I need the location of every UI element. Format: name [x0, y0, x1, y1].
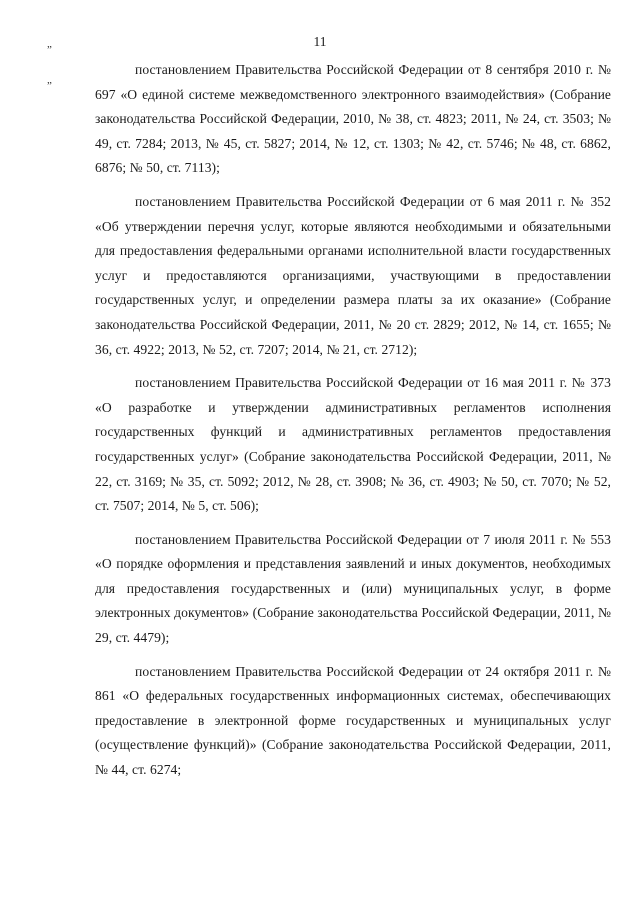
paragraph: постановлением Правительства Российской Федерации от 6 мая 2011 г. № 352 «Об утверждении перечня услуг, которые являются необходимыми и обязательными для предоставления федеральными органами исполнительной власти государственных услуг и предоставляются организациями, участвующими в предоставлении государственных услуг, и определении размера платы за их оказание» (Собрание законодательства Российской Федерации, 2011, № 20 ст. 2829; 2012, № 14, ст. 1655; № 36, ст. 4922; 2013, № 52, ст. 7207; 2014, № 21, ст. 2712); — [95, 193, 611, 357]
page-number: 11 — [313, 34, 327, 49]
scan-mark: „ — [47, 74, 52, 86]
document-body — [95, 58, 611, 792]
paragraph: постановлением Правительства Российской Федерации от 24 октября 2011 г. № 861 «О федеральных государственных информационных системах, обеспечивающих предоставление в электронной форме государственных и муниципальных услуг (осуществление функций)» (Собрание законодательства Российской Федерации, 2011, № 44, ст. 6274; — [95, 663, 611, 778]
scan-mark: „ — [47, 38, 52, 50]
paragraph: постановлением Правительства Российской Федерации от 8 сентября 2010 г. № 697 «О единой системе межведомственного электронного взаимодействия» (Собрание законодательства Российской Федерации, 2010, № 38, ст. 4823; 2011, № 24, ст. 3503; № 49, ст. 7284; 2013, № 45, ст. 5827; 2014, № 12, ст. 1303; № 42, ст. 5746; № 48, ст. 6862, 6876; № 50, ст. 7113); — [95, 62, 611, 176]
paragraph: постановлением Правительства Российской Федерации от 16 мая 2011 г. № 373 «О разработке и утверждении административных регламентов исполнения государственных функций и административных регламентов предоставления государственных услуг» (Собрание законодательства Российской Федерации, 2011, № 22, ст. 3169; № 35, ст. 5092; 2012, № 28, ст. 3908; № 36, ст. 4903; № 50, ст. 7070; № 52, ст. 7507; 2014, № 5, ст. 506); — [95, 375, 611, 514]
paragraph: постановлением Правительства Российской Федерации от 7 июля 2011 г. № 553 «О порядке оформления и представления заявлений и иных документов, необходимых для предоставления государственных и (или) муниципальных услуг, в форме электронных документов» (Собрание законодательства Российской Федерации, 2011, № 29, ст. 4479); — [95, 531, 611, 646]
